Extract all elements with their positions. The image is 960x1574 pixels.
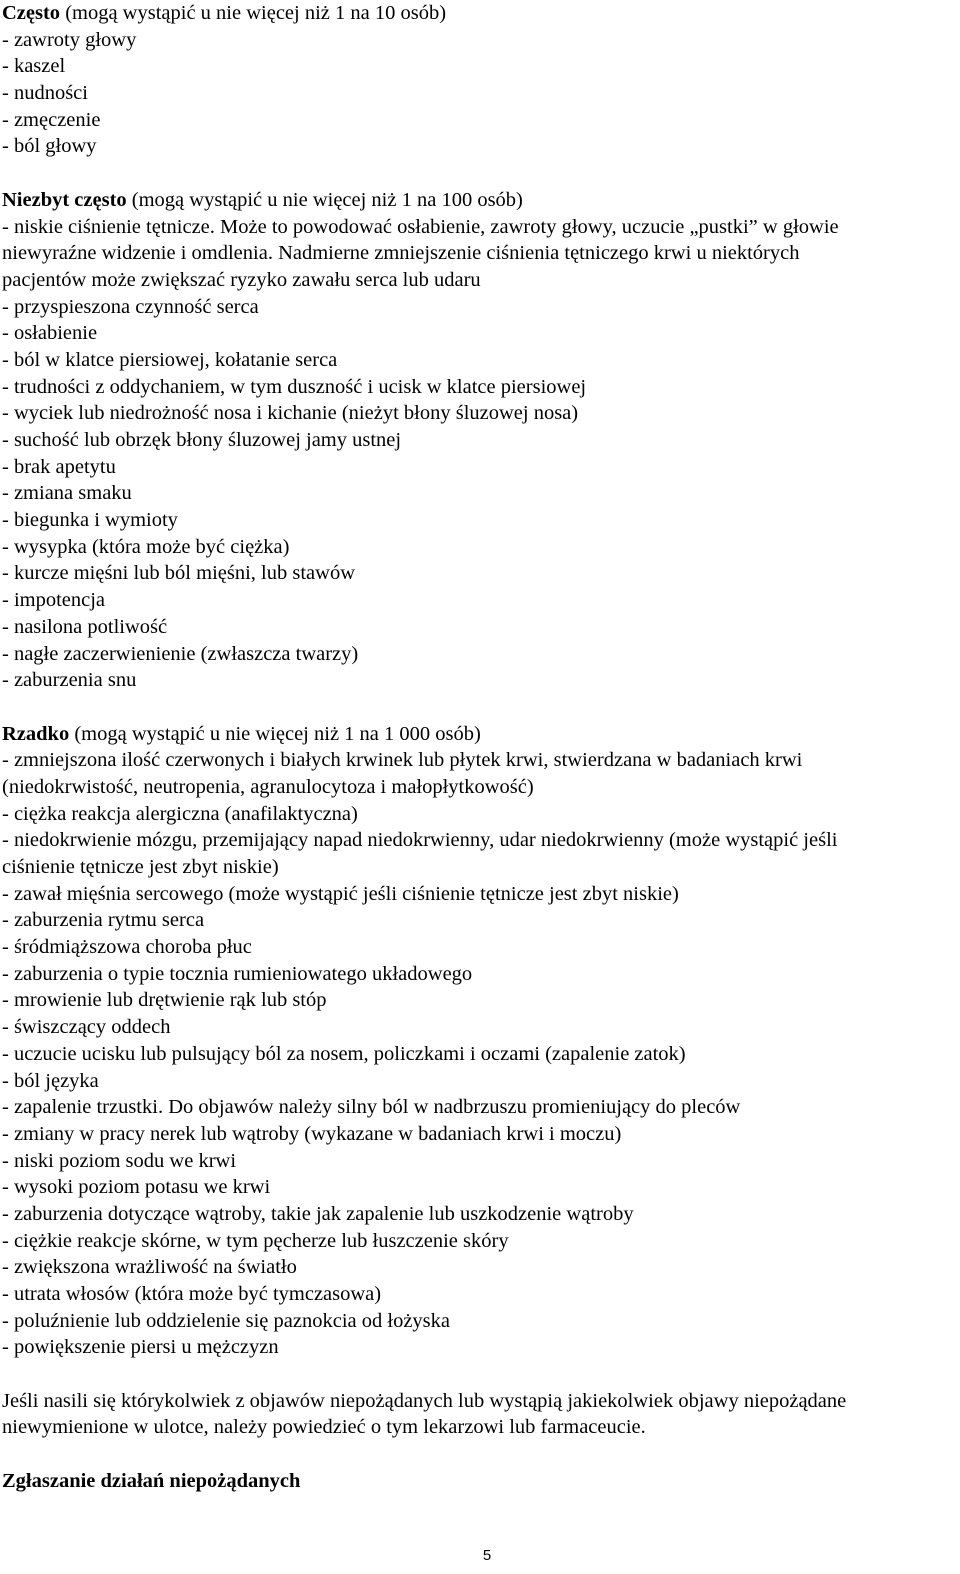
section-heading-line: [2, 187, 958, 214]
list-item: - zaburzenia dotyczące wątroby, takie jak zapalenie lub uszkodzenie wątroby: [2, 1202, 634, 1225]
list-item: - wysypka (która może być ciężka): [2, 535, 290, 558]
list-item: - zaburzenia rytmu serca: [2, 909, 205, 932]
section-heading-line: [2, 0, 958, 27]
section-often: [2, 0, 958, 160]
section-rare: [2, 721, 958, 1362]
section-heading: Rzadko: [2, 722, 70, 745]
list-item: - przyspieszona czynność serca: [2, 295, 259, 318]
list-item: - biegunka i wymioty: [2, 509, 178, 532]
spacer: [2, 1361, 958, 1388]
section-heading-line: [2, 721, 958, 748]
paragraph-line: niewymienione w ulotce, należy powiedzieć o tym lekarzowi lub farmaceucie.: [2, 1416, 646, 1439]
list-item: - ból głowy: [2, 135, 97, 158]
list-item: - niedokrwienie mózgu, przemijający napad niedokrwienny, udar niedokrwienny (może wystąpić jeśli: [2, 829, 838, 852]
frequency-qualifier: (mogą wystąpić u nie więcej niż 1 na 10 osób): [60, 2, 447, 24]
list-item: - ból w klatce piersiowej, kołatanie serca: [2, 348, 338, 371]
section-heading: Często: [2, 2, 61, 24]
list-item: - niski poziom sodu we krwi: [2, 1149, 237, 1172]
paragraph-line: Jeśli nasili się którykolwiek z objawów niepożądanych lub wystąpią jakiekolwiek objawy niepożądane: [2, 1389, 847, 1412]
list-item: - zmiana smaku: [2, 482, 132, 505]
list-item: - zaburzenia snu: [2, 669, 137, 692]
list-item: - zmniejszona ilość czerwonych i białych krwinek lub płytek krwi, stwierdzana w badaniach krwi: [2, 749, 803, 772]
frequency-qualifier: (mogą wystąpić u nie więcej niż 1 na 1 000 osób): [69, 722, 481, 745]
list-item: - wysoki poziom potasu we krwi: [2, 1176, 271, 1199]
list-item: - trudności z oddychaniem, w tym duszność i ucisk w klatce piersiowej: [2, 375, 587, 398]
list-item-continuation: niewyraźne widzenie i omdlenia. Nadmierne zmniejszenie ciśnienia tętniczego krwi u niektórych: [2, 242, 800, 265]
list-item: - ciężka reakcja alergiczna (anafilaktyczna): [2, 802, 358, 825]
section-uncommon: [2, 187, 958, 694]
reporting-heading-line: [2, 1468, 958, 1495]
list-item: - śródmiąższowa choroba płuc: [2, 936, 252, 959]
spacer: [2, 694, 958, 721]
list-item: - powiększenie piersi u mężczyzn: [2, 1336, 279, 1359]
list-item: - zmiany w pracy nerek lub wątroby (wykazane w badaniach krwi i moczu): [2, 1122, 622, 1145]
list-item: - wyciek lub niedrożność nosa i kichanie (nieżyt błony śluzowej nosa): [2, 402, 579, 425]
frequency-qualifier: (mogą wystąpić u nie więcej niż 1 na 100 osób): [126, 188, 523, 211]
list-item: - zwiększona wrażliwość na światło: [2, 1256, 297, 1279]
list-item: - świszczący oddech: [2, 1016, 171, 1039]
spacer: [2, 1441, 958, 1468]
list-item: - niskie ciśnienie tętnicze. Może to powodować osłabienie, zawroty głowy, uczucie „pustki” w głowie: [2, 215, 839, 238]
list-item: - nudności: [2, 82, 88, 105]
list-item: - impotencja: [2, 589, 106, 612]
list-item: - zaburzenia o typie tocznia rumieniowatego układowego: [2, 962, 473, 985]
list-item: - nagłe zaczerwienienie (zwłaszcza twarzy): [2, 642, 359, 665]
list-item: - brak apetytu: [2, 455, 116, 478]
list-item: - ciężkie reakcje skórne, w tym pęcherze lub łuszczenie skóry: [2, 1229, 509, 1252]
list-item: - osłabienie: [2, 322, 98, 345]
list-item: - zawroty głowy: [2, 28, 137, 51]
list-item: - poluźnienie lub oddzielenie się paznokcia od łożyska: [2, 1309, 450, 1332]
advice-paragraph: [2, 1388, 958, 1441]
list-item: - uczucie ucisku lub pulsujący ból za nosem, policzkami i oczami (zapalenie zatok): [2, 1042, 686, 1065]
document-page: [2, 0, 958, 1495]
list-item: - nasilona potliwość: [2, 615, 168, 638]
list-item: - mrowienie lub drętwienie rąk lub stóp: [2, 989, 327, 1012]
list-item: - suchość lub obrzęk błony śluzowej jamy ustnej: [2, 429, 402, 451]
spacer: [2, 160, 958, 187]
list-item: - kurcze mięśni lub ból mięśni, lub stawów: [2, 562, 355, 585]
page-number: 5: [482, 1547, 492, 1564]
list-item-continuation: ciśnienie tętnicze jest zbyt niskie): [2, 856, 279, 878]
list-item-continuation: pacjentów może zwiększać ryzyko zawału serca lub udaru: [2, 268, 481, 291]
list-item: - zmęczenie: [2, 108, 101, 131]
list-item: - ból języka: [2, 1069, 99, 1092]
section-heading: Niezbyt często: [2, 188, 127, 211]
list-item: - kaszel: [2, 55, 66, 78]
list-item: - utrata włosów (która może być tymczasowa): [2, 1283, 382, 1305]
list-item-continuation: (niedokrwistość, neutropenia, agranulocytoza i małopłytkowość): [2, 775, 534, 798]
list-item: - zawał mięśnia sercowego (może wystąpić jeśli ciśnienie tętnicze jest zbyt niskie): [2, 882, 679, 905]
reporting-heading: Zgłaszanie działań niepożądanych: [2, 1469, 301, 1492]
list-item: - zapalenie trzustki. Do objawów należy silny ból w nadbrzuszu promieniujący do pleców: [2, 1096, 741, 1119]
